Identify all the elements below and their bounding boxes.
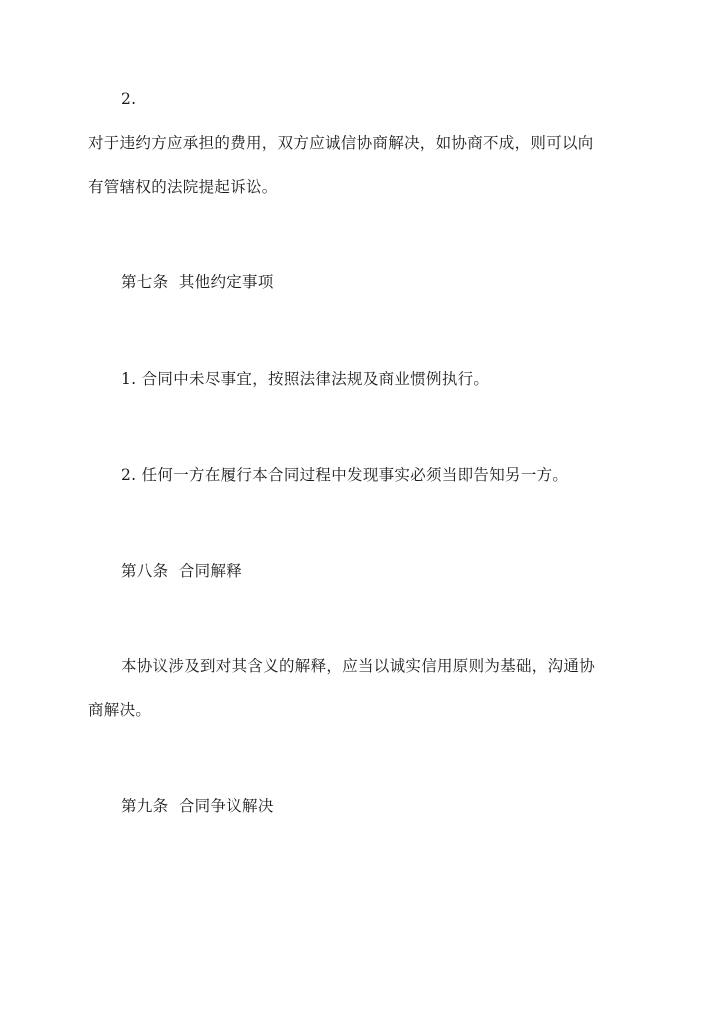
article-7-heading: 第七条 其他约定事项 (121, 273, 274, 291)
item-2-number: 2. (121, 90, 137, 108)
item-2-text-line-1: 对于违约方应承担的费用，双方应诚信协商解决，如协商不成，则可以向 (88, 134, 594, 152)
article-8-text-line-2: 商解决。 (88, 701, 152, 719)
article-7-item-1: 1. 合同中未尽事宜，按照法律法规及商业惯例执行。 (121, 370, 490, 388)
item-2-text-line-2: 有管辖权的法院提起诉讼。 (88, 178, 278, 196)
article-9-heading: 第九条 合同争议解决 (121, 797, 274, 815)
article-8-heading: 第八条 合同解释 (121, 562, 243, 580)
article-7-item-2: 2. 任何一方在履行本合同过程中发现事实必须当即告知另一方。 (121, 466, 569, 484)
article-8-text-line-1: 本协议涉及到对其含义的解释，应当以诚实信用原则为基础，沟通协 (121, 657, 596, 675)
